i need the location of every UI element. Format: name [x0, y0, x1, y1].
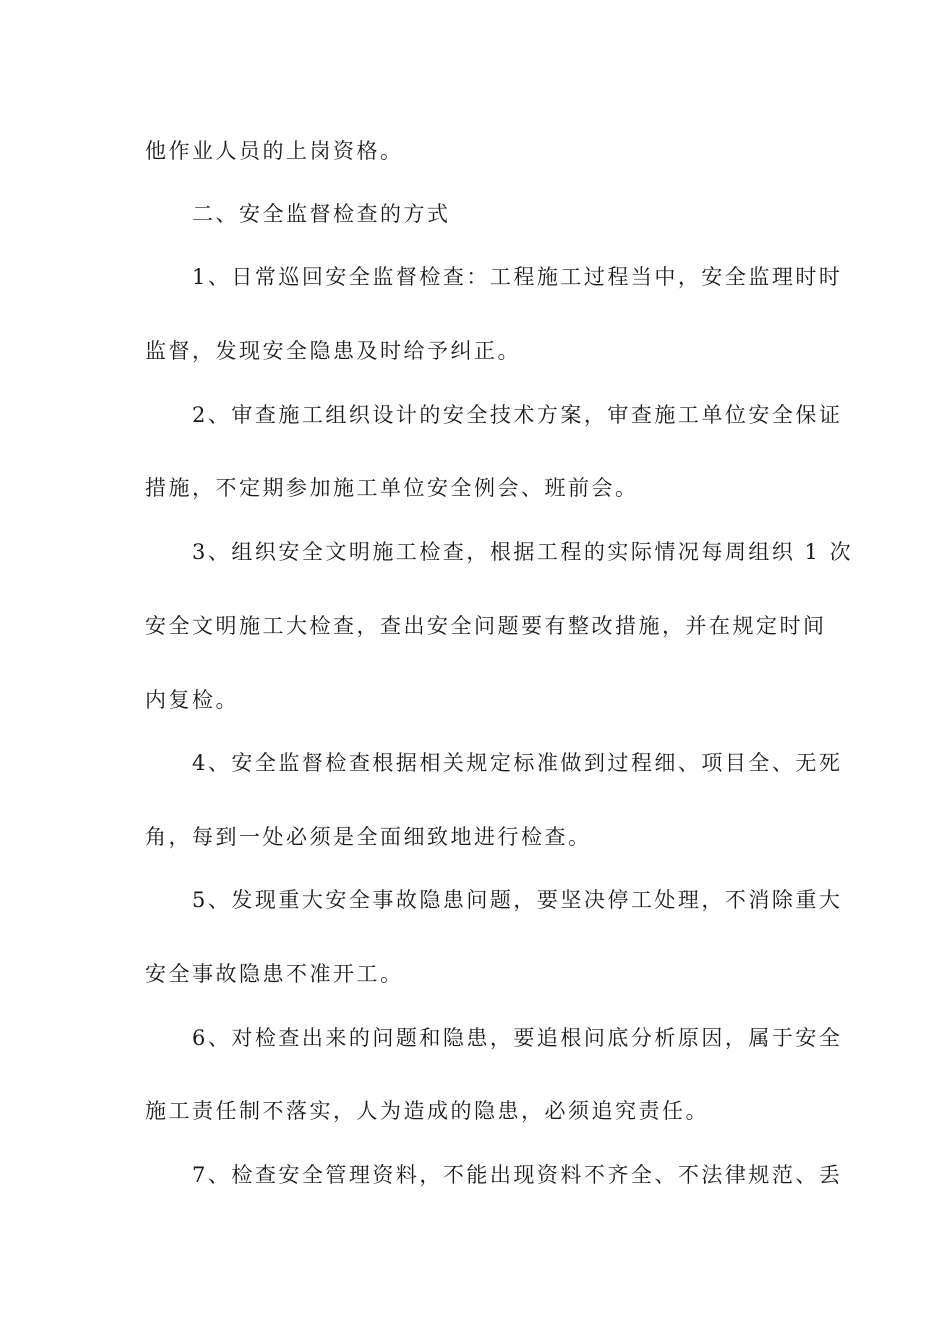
list-item-5: 5、发现重大安全事故隐患问题，要坚决停工处理，不消除重大 — [192, 888, 843, 912]
list-item-3: 3、组织安全文明施工检查，根据工程的实际情况每周组织 1 次 — [192, 540, 854, 564]
text-line: 他作业人员的上岗资格。 — [145, 139, 404, 163]
text-line: 安全文明施工大检查，查出安全问题要有整改措施，并在规定时间 — [145, 614, 827, 638]
text-line: 角，每到一处必须是全面细致地进行检查。 — [145, 825, 592, 849]
list-item-6: 6、对检查出来的问题和隐患，要追根问底分析原因，属于安全 — [192, 1026, 843, 1050]
text-line: 施工责任制不落实，人为造成的隐患，必须追究责任。 — [145, 1099, 709, 1123]
section-heading: 二、安全监督检查的方式 — [192, 202, 451, 226]
list-item-7: 7、检查安全管理资料，不能出现资料不齐全、不法律规范、丢 — [192, 1163, 843, 1187]
list-item-2: 2、审查施工组织设计的安全技术方案，审查施工单位安全保证 — [192, 403, 843, 427]
text-line: 监督，发现安全隐患及时给予纠正。 — [145, 339, 521, 363]
text-line: 措施，不定期参加施工单位安全例会、班前会。 — [145, 476, 639, 500]
text-line: 内复检。 — [145, 688, 239, 712]
list-item-4: 4、安全监督检查根据相关规定标准做到过程细、项目全、无死 — [192, 751, 843, 775]
list-item-1: 1、日常巡回安全监督检查：工程施工过程当中，安全监理时时 — [192, 265, 843, 289]
text-line: 安全事故隐患不准开工。 — [145, 962, 404, 986]
